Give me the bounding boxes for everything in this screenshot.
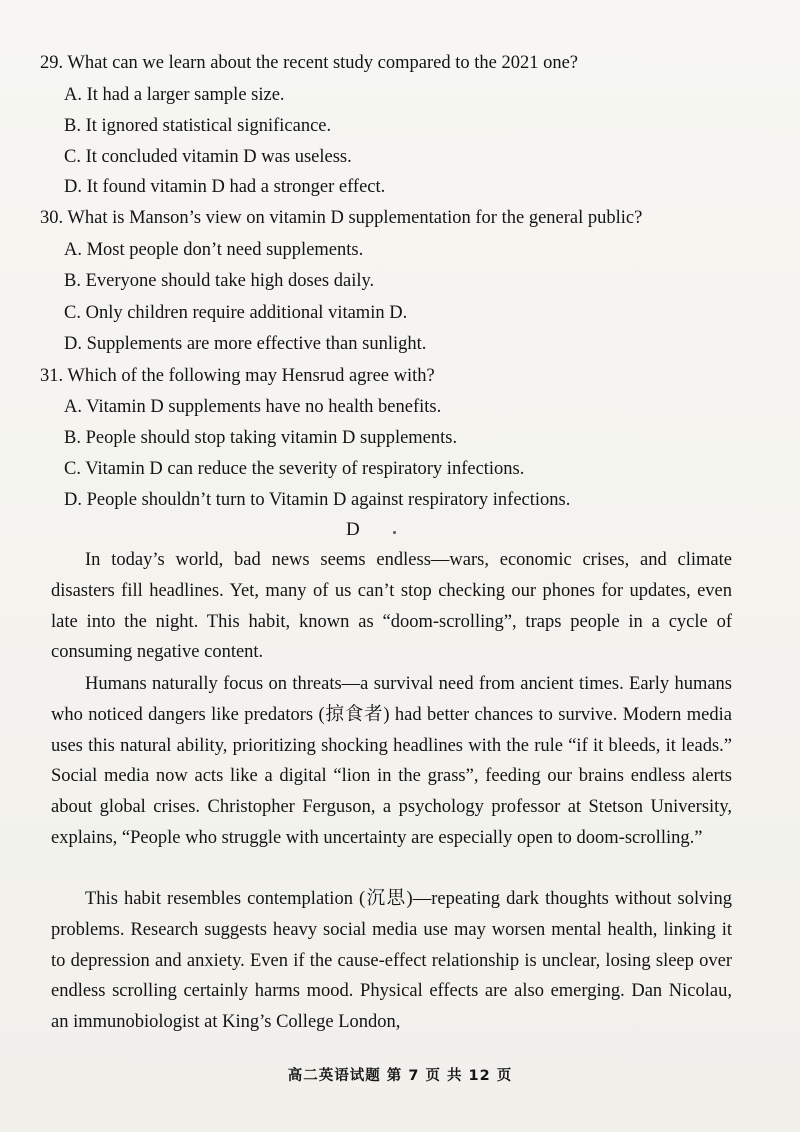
question-29-option-c: C. It concluded vitamin D was useless. (64, 147, 352, 167)
question-30-option-a: A. Most people don’t need supplements. (64, 240, 364, 260)
question-29-option-a: A. It had a larger sample size. (64, 85, 285, 105)
question-29-stem: 29. What can we learn about the recent study compared to the 2021 one? (40, 53, 579, 73)
question-30-option-c: C. Only children require additional vitamin D. (64, 303, 408, 323)
paragraph-2-text: Humans naturally focus on threats—a survival need from ancient times. Early humans who noticed dangers like predators (掠食者) had better chances to survive. Modern media uses this natural ability, prioritizing shocking headlines with the rule “if it bleeds, it leads.” Social media now acts like a digital “lion in the grass”, feeding our brains endless alerts about global crises. Christopher Ferguson, a psychology professor at Stetson University, explains, “People who struggle with uncertainty are especially open to doom-scrolling.” (51, 674, 732, 848)
question-30-option-d: D. Supplements are more effective than sunlight. (64, 334, 427, 354)
question-31-option-d: D. People shouldn’t turn to Vitamin D against respiratory infections. (64, 490, 571, 510)
question-31-option-b: B. People should stop taking vitamin D supplements. (64, 428, 458, 448)
question-30-option-b: B. Everyone should take high doses daily. (64, 271, 375, 291)
page-footer: 高二英语试题 第 7 页 共 12 页 (287, 1068, 513, 1084)
passage-paragraph-3 (51, 884, 732, 1038)
question-29-option-d: D. It found vitamin D had a stronger effect. (64, 177, 386, 197)
question-31-stem: 31. Which of the following may Hensrud agree with? (40, 366, 435, 386)
question-31-option-c: C. Vitamin D can reduce the severity of respiratory infections. (64, 459, 525, 479)
question-31-option-a: A. Vitamin D supplements have no health benefits. (64, 397, 442, 417)
paragraph-3-text: This habit resembles contemplation (沉思)—repeating dark thoughts without solving problems. Research suggests heavy social media use may worsen mental health, linking it to depression and anxiety. Even if the cause-effect relationship is unclear, losing sleep over endless scrolling certainly harms mood. Physical effects are also emerging. Dan Nicolau, an immunobiologist at King’s College London, (51, 889, 732, 1033)
paragraph-1-text: In today’s world, bad news seems endless—wars, economic crises, and climate disasters fill headlines. Yet, many of us can’t stop checking our phones for updates, even late into the night. This habit, known as “doom-scrolling”, traps people in a cycle of consuming negative content. (51, 550, 732, 663)
stray-mark (393, 531, 396, 534)
passage-paragraph-2 (51, 669, 732, 854)
question-29-option-b: B. It ignored statistical significance. (64, 116, 332, 136)
question-30-stem: 30. What is Manson’s view on vitamin D supplementation for the general public? (40, 208, 643, 228)
passage-paragraph-1 (51, 545, 732, 668)
section-heading: D (346, 519, 360, 540)
